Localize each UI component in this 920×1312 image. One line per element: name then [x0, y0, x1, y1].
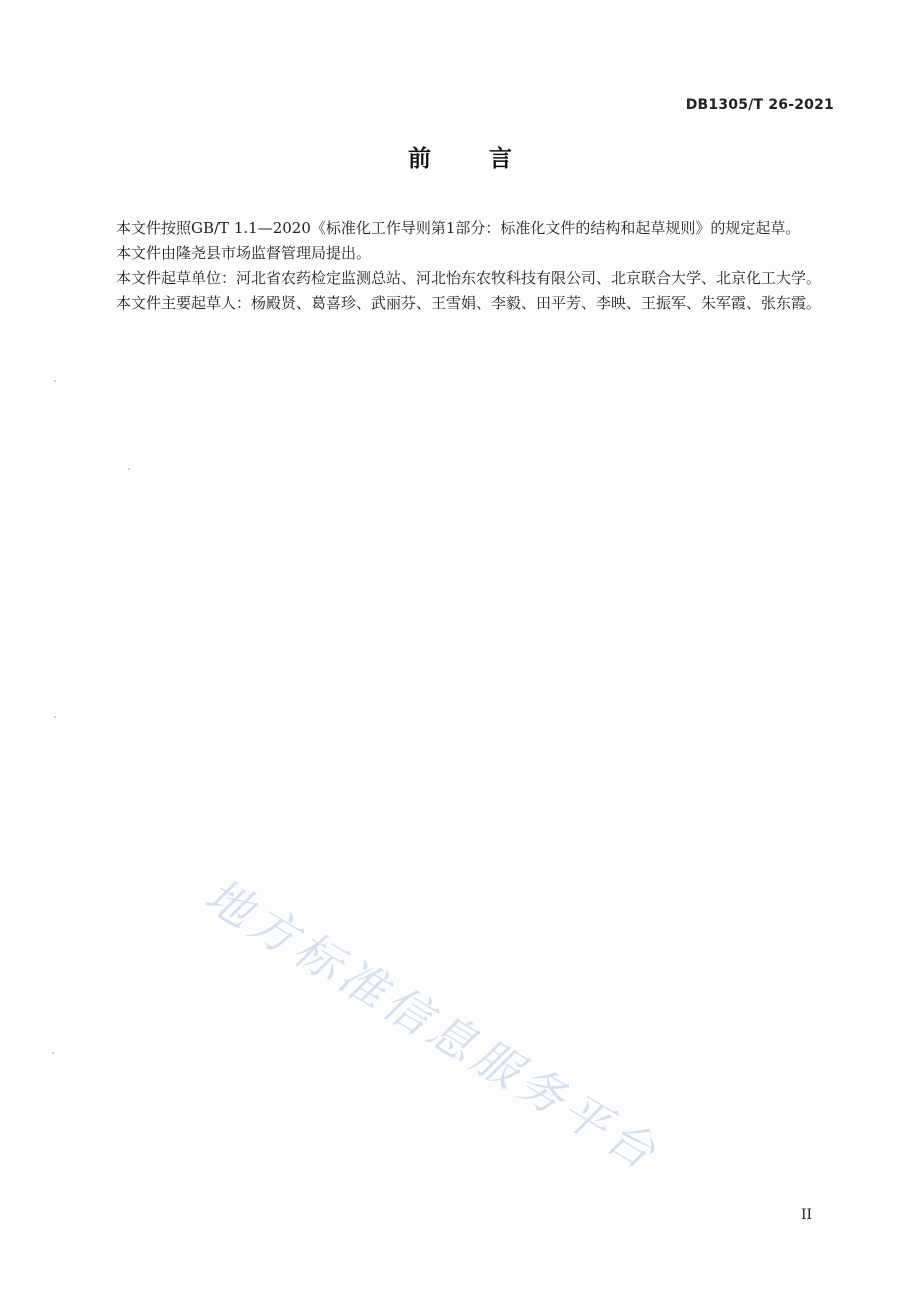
paragraph-drafting-units: 本文件起草单位：河北省农药检定监测总站、河北怡东农牧科技有限公司、北京联合大学、北京化工大学。	[116, 269, 822, 287]
scan-speck	[52, 1052, 54, 1054]
foreword-body	[86, 216, 834, 316]
paragraph-drafting-rules: 本文件按照GB/T 1.1—2020《标准化工作导则第1部分：标准化文件的结构和起草规则》的规定起草。	[116, 219, 801, 237]
scan-speck	[128, 468, 130, 470]
watermark: 地方标准信息服务平台	[195, 867, 670, 1182]
scan-speck	[54, 380, 56, 382]
page-number: II	[800, 1207, 812, 1223]
standard-number: DB1305/T 26-2021	[685, 97, 834, 113]
paragraph-proposer: 本文件由隆尧县市场监督管理局提出。	[116, 244, 372, 262]
section-title: 前言	[408, 146, 570, 172]
scan-speck	[54, 716, 56, 718]
paragraph-drafters: 本文件主要起草人：杨殿贤、葛喜珍、武丽芬、王雪娟、李毅、田平芳、李映、王振军、朱军霞、张东霞。	[116, 294, 822, 312]
